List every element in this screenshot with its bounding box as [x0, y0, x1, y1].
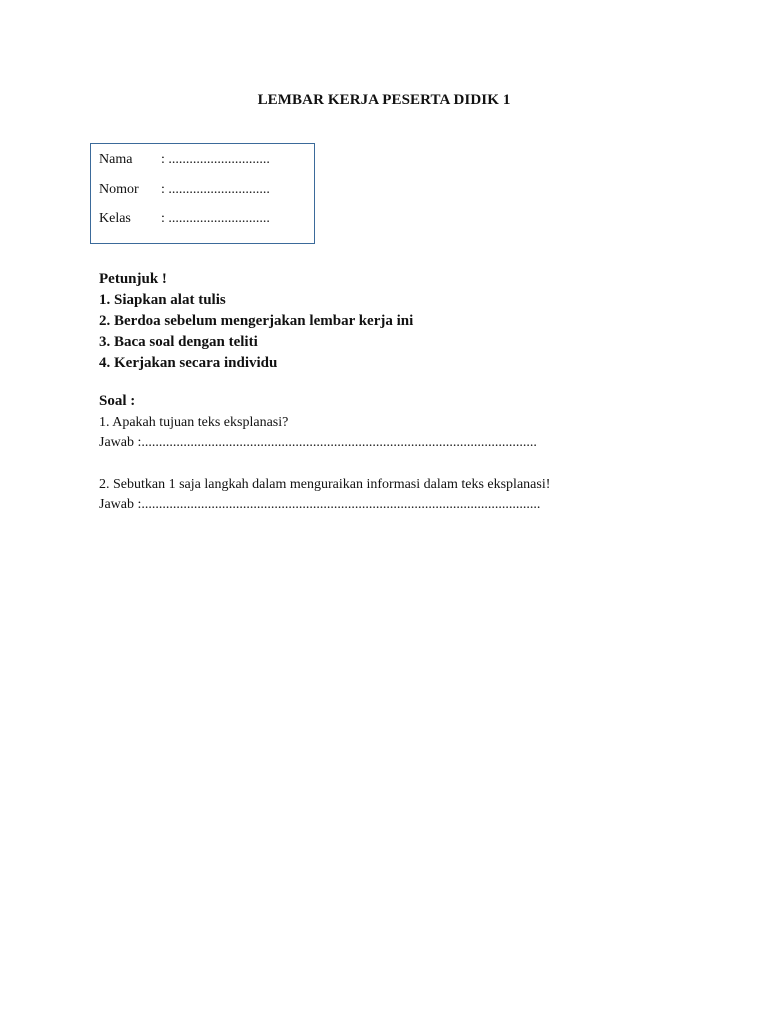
identity-label-number: Nomor [99, 182, 139, 197]
identity-row-number [99, 182, 270, 198]
student-identity-box [90, 143, 315, 244]
instructions-heading: Petunjuk ! [99, 271, 167, 287]
identity-row-class [99, 211, 270, 227]
identity-value-name: : ............................. [161, 152, 270, 167]
answer-line: Jawab :................................................................................................................. [99, 435, 537, 450]
instruction-item: 1. Siapkan alat tulis [99, 292, 226, 308]
question-text: 2. Sebutkan 1 saja langkah dalam menguraikan informasi dalam teks eksplanasi! [99, 477, 551, 492]
instructions-section [99, 269, 413, 374]
questions-heading: Soal : [99, 393, 136, 409]
question-item [99, 475, 550, 515]
instruction-item: 2. Berdoa sebelum mengerjakan lembar kerja ini [99, 313, 414, 329]
identity-label-name: Nama [99, 152, 133, 167]
identity-value-number: : ............................. [161, 182, 270, 197]
question-item [99, 413, 537, 453]
identity-label-class: Kelas [99, 211, 131, 226]
identity-value-class: : ............................. [161, 211, 270, 226]
answer-line: Jawab :.................................................................................................................. [99, 497, 541, 512]
identity-row-name [99, 152, 270, 168]
instruction-item: 3. Baca soal dengan teliti [99, 334, 258, 350]
question-text: 1. Apakah tujuan teks eksplanasi? [99, 415, 289, 430]
instruction-item: 4. Kerjakan secara individu [99, 355, 278, 371]
page-title: LEMBAR KERJA PESERTA DIDIK 1 [257, 92, 511, 108]
